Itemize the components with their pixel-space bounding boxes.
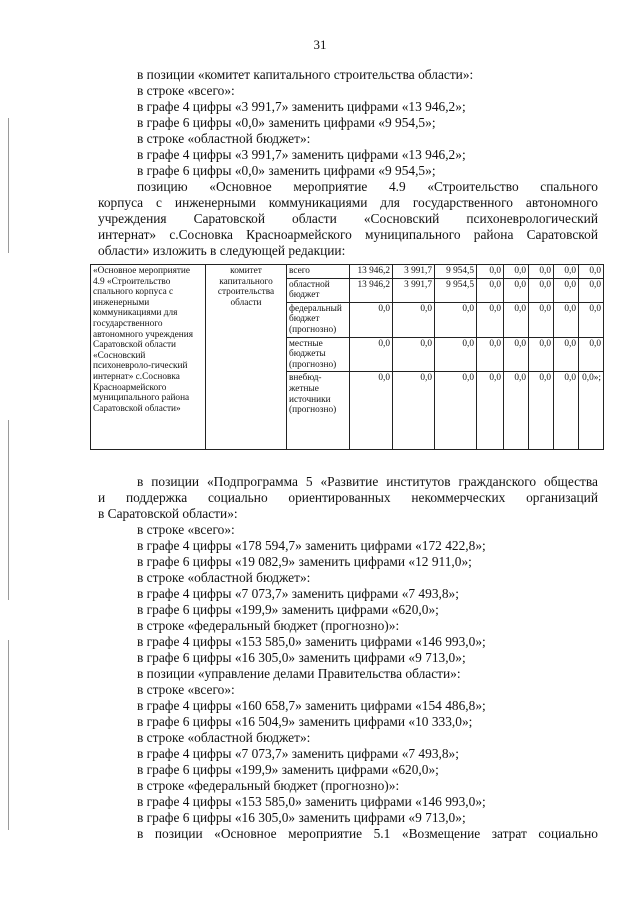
value-cell: 13 946,2 bbox=[350, 278, 393, 302]
text-line: в строке «областной бюджет»: bbox=[137, 131, 311, 146]
funding-source-cell: федеральный бюджет (прогнозно) bbox=[287, 302, 350, 337]
text-line: в графе 6 цифры «0,0» заменить цифрами «9 954,5»; bbox=[137, 163, 436, 178]
text-line: в строке «всего»: bbox=[137, 83, 235, 98]
text-line: в строке «всего»: bbox=[137, 682, 235, 697]
value-cell: 0,0 bbox=[435, 372, 477, 450]
text-line: корпуса с инженерными коммуникациями для государственного автономного bbox=[98, 195, 598, 210]
value-cell: 0,0 bbox=[504, 372, 529, 450]
text-line: в графе 4 цифры «178 594,7» заменить цифрами «172 422,8»; bbox=[137, 538, 486, 553]
text-line: в графе 4 цифры «3 991,7» заменить цифрами «13 946,2»; bbox=[137, 99, 466, 114]
program-table bbox=[90, 264, 604, 450]
text-line: в графе 6 цифры «19 082,9» заменить цифрами «12 911,0»; bbox=[137, 554, 472, 569]
value-cell: 0,0 bbox=[579, 278, 604, 302]
value-cell: 13 946,2 bbox=[350, 265, 393, 279]
value-cell: 0,0 bbox=[554, 372, 579, 450]
text-line: в строке «федеральный бюджет (прогнозно)»: bbox=[137, 618, 400, 633]
text-line: в графе 4 цифры «7 073,7» заменить цифрами «7 493,8»; bbox=[137, 746, 459, 761]
value-cell: 0,0 bbox=[554, 278, 579, 302]
text-line: в графе 4 цифры «3 991,7» заменить цифрами «13 946,2»; bbox=[137, 147, 466, 162]
text-line: в позиции «комитет капитального строительства области»: bbox=[137, 67, 474, 82]
text-line: в графе 4 цифры «153 585,0» заменить цифрами «146 993,0»; bbox=[137, 794, 486, 809]
value-cell: 0,0 bbox=[477, 302, 504, 337]
text-line: в позиции «управление делами Правительства области»: bbox=[137, 666, 461, 681]
value-cell: 0,0 bbox=[393, 337, 435, 372]
value-cell: 0,0 bbox=[477, 265, 504, 279]
value-cell: 0,0 bbox=[435, 302, 477, 337]
page-number: 31 bbox=[313, 37, 327, 52]
value-cell: 0,0 bbox=[350, 302, 393, 337]
value-cell: 0,0 bbox=[529, 372, 554, 450]
text-line: учреждения Саратовской области «Сосновский психоневрологический bbox=[98, 211, 598, 226]
value-cell: 0,0 bbox=[435, 337, 477, 372]
value-cell: 0,0 bbox=[393, 302, 435, 337]
value-cell: 0,0 bbox=[393, 372, 435, 450]
executor-cell: комитет капитального строительства области bbox=[206, 265, 287, 450]
text-line: в графе 6 цифры «199,9» заменить цифрами «620,0»; bbox=[137, 762, 439, 777]
funding-source-cell: местные бюджеты (прогнозно) bbox=[287, 337, 350, 372]
value-cell: 0,0 bbox=[554, 302, 579, 337]
value-cell: 0,0 bbox=[504, 278, 529, 302]
value-cell: 0,0 bbox=[504, 265, 529, 279]
value-cell: 0,0 bbox=[529, 337, 554, 372]
text-line: интернат» с.Сосновка Красноармейского муниципального района Саратовской bbox=[98, 227, 598, 242]
text-line: в строке «федеральный бюджет (прогнозно)»: bbox=[137, 778, 400, 793]
value-cell: 0,0 bbox=[477, 278, 504, 302]
text-line: области» изложить в следующей редакции: bbox=[98, 243, 346, 258]
event-name-cell: «Основное мероприятие 4.9 «Строительство спального корпуса с инженерными коммуникациями для государственного автономного учреждения Саратовской области «Сосновский психоневроло-гический интернат» с.Сосновка Красноармейского муниципального района Саратовской области» bbox=[91, 265, 206, 450]
text-line: в графе 4 цифры «160 658,7» заменить цифрами «154 486,8»; bbox=[137, 698, 486, 713]
value-cell: 3 991,7 bbox=[393, 265, 435, 279]
funding-source-cell: областной бюджет bbox=[287, 278, 350, 302]
value-cell: 3 991,7 bbox=[393, 278, 435, 302]
value-cell: 0,0 bbox=[529, 302, 554, 337]
text-line: в графе 4 цифры «153 585,0» заменить цифрами «146 993,0»; bbox=[137, 634, 486, 649]
value-cell: 0,0 bbox=[504, 302, 529, 337]
text-line: в позиции «Основное мероприятие 5.1 «Возмещение затрат социально bbox=[137, 826, 598, 841]
text-line: в графе 6 цифры «16 305,0» заменить цифрами «9 713,0»; bbox=[137, 810, 466, 825]
value-cell: 0,0 bbox=[579, 265, 604, 279]
value-cell: 0,0 bbox=[579, 302, 604, 337]
text-line: в строке «областной бюджет»: bbox=[137, 730, 311, 745]
text-line: позицию «Основное мероприятие 4.9 «Строительство спального bbox=[137, 179, 598, 194]
value-cell: 0,0 bbox=[350, 337, 393, 372]
value-cell: 0,0 bbox=[529, 265, 554, 279]
value-cell: 0,0 bbox=[579, 337, 604, 372]
text-line: в графе 6 цифры «199,9» заменить цифрами «620,0»; bbox=[137, 602, 439, 617]
text-line: в графе 6 цифры «0,0» заменить цифрами «9 954,5»; bbox=[137, 115, 436, 130]
value-cell: 0,0 bbox=[477, 337, 504, 372]
text-line: в позиции «Подпрограмма 5 «Развитие институтов гражданского общества bbox=[137, 474, 598, 489]
value-cell: 0,0 bbox=[350, 372, 393, 450]
value-cell: 0,0 bbox=[554, 337, 579, 372]
text-line: в графе 6 цифры «16 504,9» заменить цифрами «10 333,0»; bbox=[137, 714, 473, 729]
funding-source-cell: всего bbox=[287, 265, 350, 279]
margin-mark bbox=[8, 640, 9, 830]
value-cell: 0,0 bbox=[504, 337, 529, 372]
value-cell: 9 954,5 bbox=[435, 265, 477, 279]
margin-mark bbox=[8, 420, 9, 600]
text-line: в строке «областной бюджет»: bbox=[137, 570, 311, 585]
text-line: в графе 6 цифры «16 305,0» заменить цифрами «9 713,0»; bbox=[137, 650, 466, 665]
value-cell: 0,0»; bbox=[579, 372, 604, 450]
value-cell: 0,0 bbox=[477, 372, 504, 450]
value-cell: 9 954,5 bbox=[435, 278, 477, 302]
value-cell: 0,0 bbox=[554, 265, 579, 279]
value-cell: 0,0 bbox=[529, 278, 554, 302]
text-line: в графе 4 цифры «7 073,7» заменить цифрами «7 493,8»; bbox=[137, 586, 459, 601]
text-line: в строке «всего»: bbox=[137, 522, 235, 537]
funding-source-cell: внебюд-жетные источники (прогнозно) bbox=[287, 372, 350, 450]
text-line: и поддержка социально ориентированных некоммерческих организаций bbox=[98, 490, 598, 505]
table-row bbox=[91, 265, 604, 279]
margin-mark bbox=[8, 118, 9, 253]
text-line: в Саратовской области»: bbox=[98, 506, 238, 521]
